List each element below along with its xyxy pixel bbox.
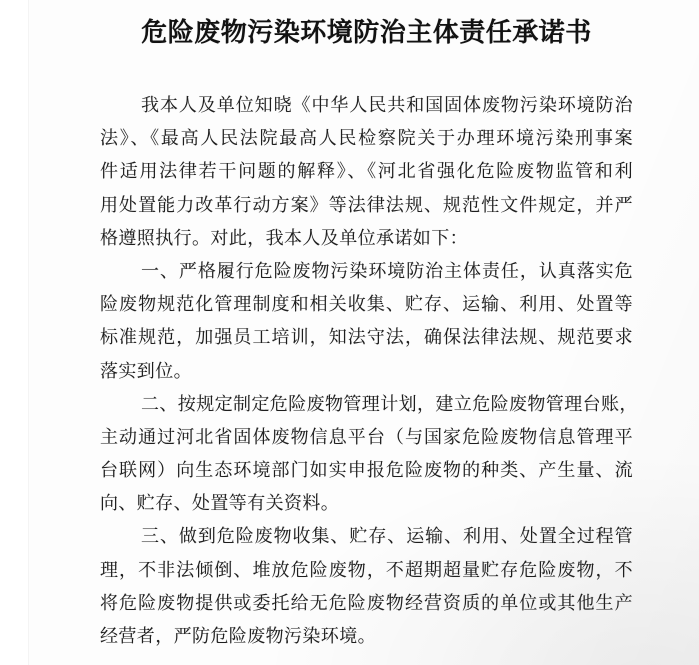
document-content xyxy=(100,0,638,665)
text-line: 主动通过河北省固体废物信息平台（与国家危险废物信息管理平 xyxy=(100,426,633,447)
document-body xyxy=(100,89,638,653)
text-line: 向、贮存、处置等有关资料。 xyxy=(100,493,340,514)
text-line: 三、做到危险废物收集、贮存、运输、利用、处置全过程管 xyxy=(141,526,633,547)
text-line: 标准规范，加强员工培训，知法守法，确保法律法规、规范要求 xyxy=(100,327,633,348)
paragraph-intro xyxy=(100,89,633,255)
paragraph-item-1 xyxy=(100,255,633,388)
document-title: 危险废物污染环境防治主体责任承诺书 xyxy=(141,18,592,47)
paragraph-item-3 xyxy=(100,520,633,653)
text-line: 我本人及单位知晓《中华人民共和国固体废物污染环境防治 xyxy=(141,95,633,115)
text-line: 落实到位。 xyxy=(100,360,192,381)
text-line: 险废物规范化管理制度和相关收集、贮存、运输、利用、处置等 xyxy=(100,294,633,315)
text-line: 将危险废物提供或委托给无危险废物经营资质的单位或其他生产 xyxy=(100,592,633,613)
text-line: 经营者，严防危险废物污染环境。 xyxy=(100,626,376,646)
text-line: 法》、《最高人民法院最高人民检察院关于办理环境污染刑事案 xyxy=(100,128,633,149)
text-line: 件适用法律若干问题的解释》、《河北省强化危险废物监管和利 xyxy=(100,161,633,182)
text-line: 理，不非法倾倒、堆放危险废物，不超期超量贮存危险废物，不 xyxy=(100,559,633,580)
paragraph-item-2 xyxy=(100,388,638,521)
text-line: 台联网）向生态环境部门如实申报危险废物的种类、产生量、流 xyxy=(100,460,633,481)
page-left-edge xyxy=(0,0,29,665)
text-line: 格遵照执行。对此，我本人及单位承诺如下： xyxy=(100,227,468,248)
text-line: 一、严格履行危险废物污染环境防治主体责任，认真落实危 xyxy=(141,260,633,281)
text-line: 用处置能力改革行动方案》等法律法规、规范性文件规定，并严 xyxy=(100,194,633,215)
text-line: 二、按规定制定危险废物管理计划，建立危险废物管理台账， xyxy=(141,393,638,414)
